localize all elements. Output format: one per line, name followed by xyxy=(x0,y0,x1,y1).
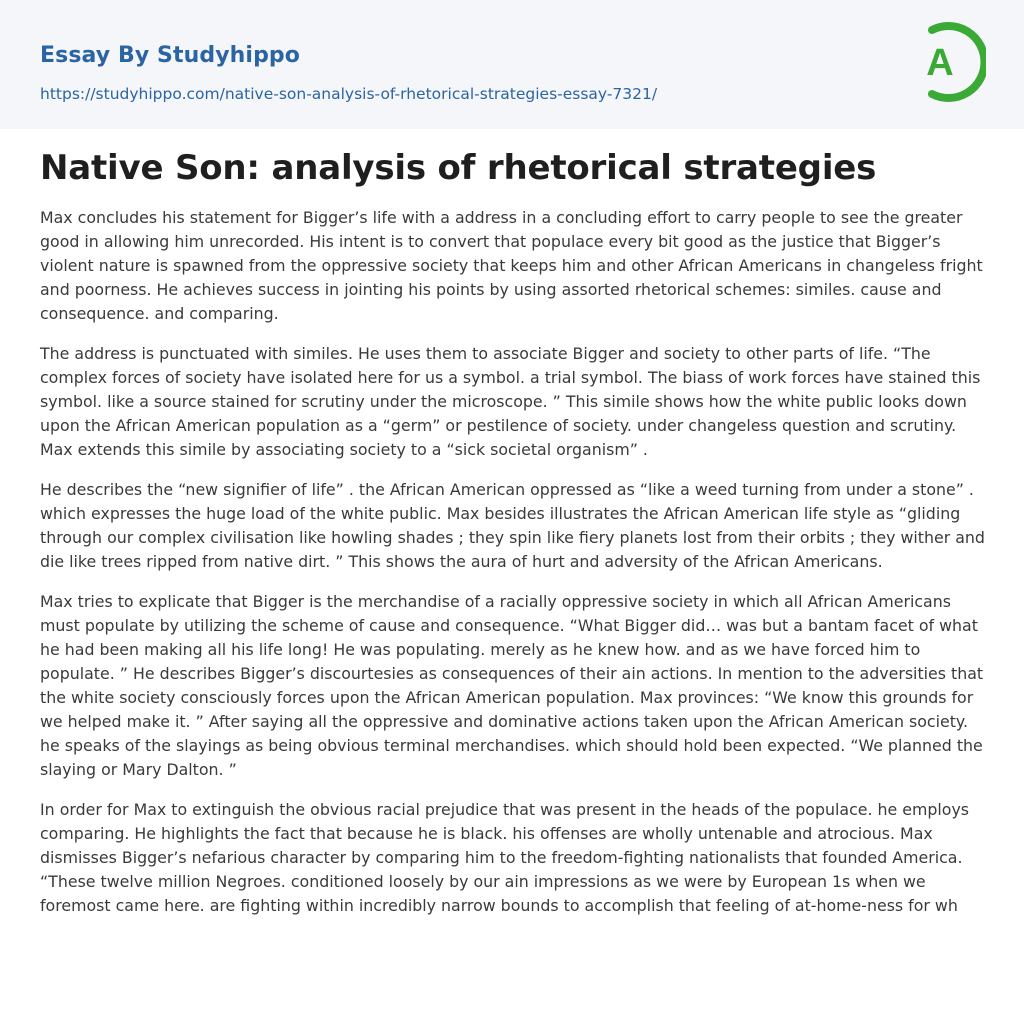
logo-letter: A xyxy=(926,42,954,84)
article-paragraph: In order for Max to extinguish the obvious racial prejudice that was present in the heads of the populace. he employs comparing. He highlights the fact that because he is black. his offenses are wholly untenable and atrocious. Max dismisses Bigger’s nefarious character by comparing him to the freedom-fighting nationalists that founded America. “These twelve million Negroes. conditioned loosely by our ain impressions as we were by European 1s when we foremost came here. are fighting within incredibly narrow bounds to accomplish that feeling of at-home-ness for wh xyxy=(40,800,970,915)
article-paragraph: Max tries to explicate that Bigger is the merchandise of a racially oppressive society in which all African Americans must populate by utilizing the scheme of cause and consequence. “What Bigger did… was but a bantam facet of what he had been making all his life long! He was populating. merely as he knew how. and as we have forced him to populate. ” He describes Bigger’s discourtesies as consequences of their ain actions. In mention to the adversities that the white society consciously forces upon the African American population. Max provinces: “We know this grounds for we helped make it. ” After saying all the oppressive and dominative actions taken upon the African American society. he speaks of the slayings as being obvious terminal merchandises. which should hold been expected. “We planned the slaying or Mary Dalton. ” xyxy=(40,592,984,779)
essay-url-link[interactable]: https://studyhippo.com/native-son-analysis-of-rhetorical-strategies-essay-7321/ xyxy=(40,85,658,103)
article-paragraph: Max concludes his statement for Bigger’s life with a address in a concluding effort to carry people to see the greater good in allowing him unrecorded. His intent is to convert that populace every bit good as the justice that Bigger’s violent nature is spawned from the oppressive society that keeps him and other African Americans in changeless fright and poorness. He achieves success in jointing his points by using assorted rhetorical schemes: similes. cause and consequence. and comparing. xyxy=(40,208,983,323)
article-paragraph: The address is punctuated with similes. He uses them to associate Bigger and society to other parts of life. “The complex forces of society have isolated here for us a symbol. a trial symbol. The biass of work forces have stained this symbol. like a source stained for scrutiny under the microscope. ” This simile shows how the white public looks down upon the African American population as a “germ” or pestilence of society. under changeless question and scrutiny. Max extends this simile by associating society to a “sick societal organism” . xyxy=(40,344,981,459)
article-paragraph: He describes the “new signifier of life” . the African American oppressed as “like a weed turning from under a stone” . which expresses the huge load of the white public. Max besides illustrates the African American life style as “gliding through our complex civilisation like howling shades ; they spin like fiery planets lost from their orbits ; they wither and die like trees ripped from native dirt. ” This shows the aura of hurt and adversity of the African Americans. xyxy=(40,480,985,571)
studyhippo-logo-icon[interactable] xyxy=(912,18,986,106)
site-brand[interactable]: Essay By Studyhippo xyxy=(40,43,300,68)
article-body xyxy=(40,144,988,934)
site-header xyxy=(0,0,1024,129)
article-title: Native Son: analysis of rhetorical strategies xyxy=(40,148,877,188)
